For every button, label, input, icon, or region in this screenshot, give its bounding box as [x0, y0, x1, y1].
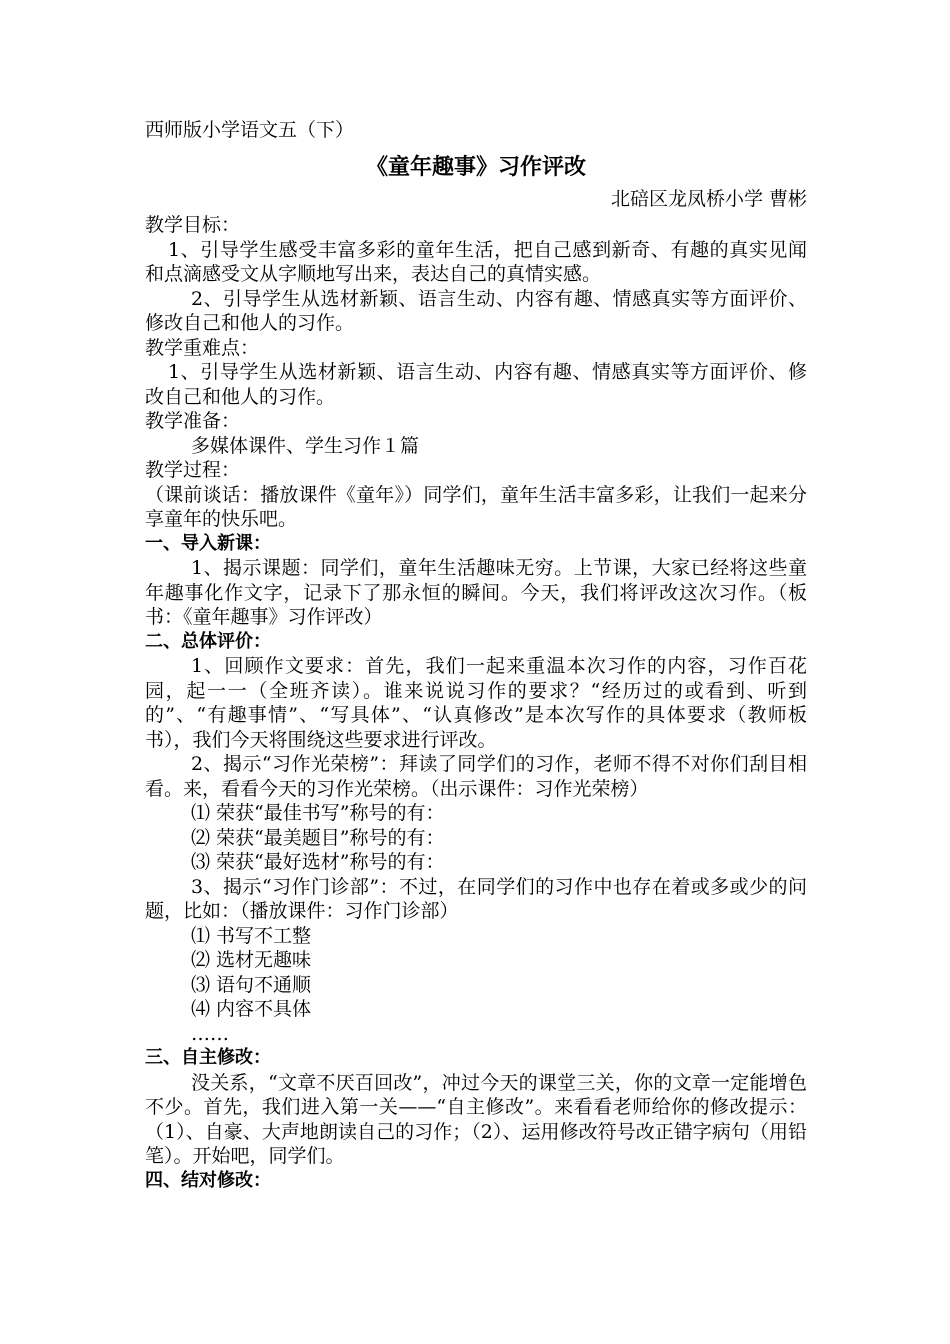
section-3-heading: 三、自主修改：: [145, 1047, 271, 1068]
problem-item: ⑷ 内容不具体: [191, 998, 312, 1020]
problem-item: ⑴ 书写不工整: [191, 924, 312, 947]
section-2-paragraph-3: 3、揭示“习作门诊部”：不过，在同学们的习作中也存在着或多或少的问题，比如：（播放课件：习作门诊部）: [145, 875, 807, 922]
section-4-heading: 四、结对修改：: [145, 1169, 271, 1191]
section-1-paragraph-1: 1、揭示课题：同学们，童年生活趣味无穷。上节课，大家已经将这些童年趣事化作文字，记录下了那永恒的瞬间。今天，我们将评改这次习作。（板书：《童年趣事》习作评改）: [145, 557, 807, 628]
honor-item: ⑶ 荣获“最好选材”称号的有：: [191, 851, 445, 873]
section-2-heading: 二、总体评价：: [145, 630, 271, 652]
goals-paragraph-1: 1、引导学生感受丰富多彩的童年生活，把自己感到新奇、有趣的真实见闻和点滴感受文从字顺地写出来，表达自己的真情实感。: [145, 238, 807, 285]
section-3-paragraph-1: 没关系，“文章不厌百回改”，冲过今天的课堂三关，你的文章一定能增色不少。首先，我们进入第一关——“自主修改”。来看看老师给你的修改提示：（1）、自豪、大声地朗读自己的习作；（2）、运用修改符号改正错字病句（用铅笔）。开始吧，同学们。: [145, 1071, 807, 1167]
goals-heading: 教学目标：: [145, 214, 241, 236]
section-1-heading: 一、导入新课：: [145, 532, 271, 554]
author-line: 北碚区龙凤桥小学 曹彬: [610, 187, 807, 210]
difficulty-paragraph-1: 1、引导学生从选材新颖、语言生动、内容有趣、情感真实等方面评价、修改自己和他人的习作。: [145, 361, 807, 408]
course-header: 西师版小学语文五（下）: [145, 119, 355, 141]
honor-item: ⑵ 荣获“最美题目”称号的有：: [191, 826, 445, 849]
honor-item: ⑴ 荣获“最佳书写”称号的有：: [191, 802, 445, 824]
prep-heading: 教学准备：: [145, 410, 241, 432]
problem-item: ⑵ 选材无趣味: [191, 949, 312, 971]
process-intro: （课前谈话：播放课件《童年》）同学们，童年生活丰富多彩，让我们一起来分享童年的快乐吧。: [145, 483, 807, 530]
prep-item: 多媒体课件、学生习作１篇: [191, 434, 420, 457]
process-heading: 教学过程：: [145, 459, 241, 481]
document-title: 《童年趣事》习作评改: [365, 154, 586, 180]
section-2-paragraph-2: 2、揭示“习作光荣榜”：拜读了同学们的习作，老师不得不对你们刮目相看。来，看看今天的习作光荣榜。（出示课件：习作光荣榜）: [145, 753, 807, 800]
problem-item: ⑶ 语句不通顺: [191, 973, 312, 996]
document-page: [145, 118, 807, 1193]
difficulty-heading: 教学重难点：: [145, 336, 260, 359]
section-2-paragraph-1: 1、回顾作文要求：首先，我们一起来重温本次习作的内容，习作百花园，起一一（全班齐读）。谁来说说习作的要求？“经历过的或看到、听到的”、“有趣事情”、“写具体”、“认真修改”是本次写作的具体要求（教师板书），我们今天将围绕这些要求进行评改。: [145, 655, 807, 751]
goals-paragraph-2: 2、引导学生从选材新颖、语言生动、内容有趣、情感真实等方面评价、修改自己和他人的习作。: [145, 287, 807, 334]
problem-ellipsis: ……: [191, 1022, 229, 1045]
